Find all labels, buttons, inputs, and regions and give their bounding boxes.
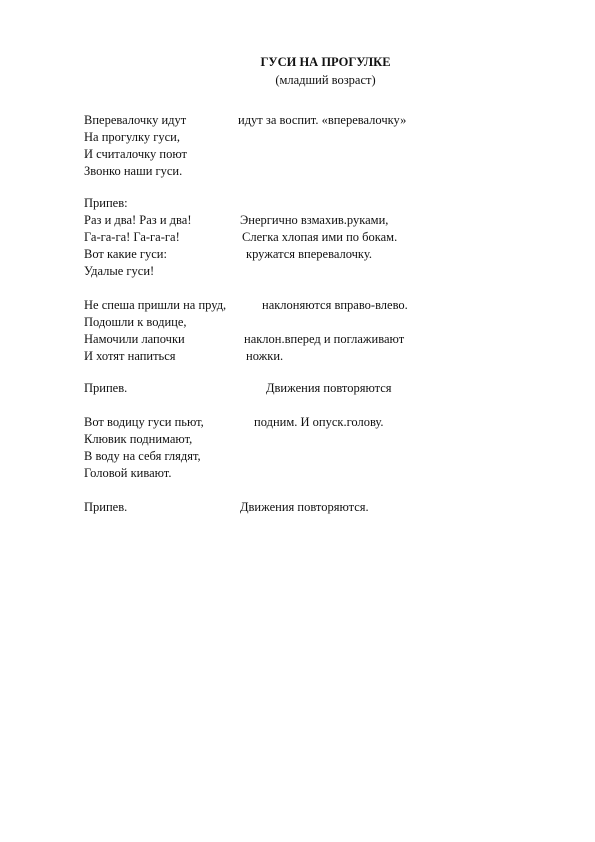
verse-line: Вперевалочку идут <box>84 113 187 127</box>
verse-line: На прогулку гуси, <box>84 130 180 144</box>
action-note: идут за воспит. «вперевалочку» <box>238 113 407 127</box>
document-subtitle: (младший возраст) <box>275 73 376 87</box>
action-note: кружатся вперевалочку. <box>246 247 372 261</box>
verse-line: Га-га-га! Га-га-га! <box>84 230 180 244</box>
verse-line: Клювик поднимают, <box>84 432 193 446</box>
verse-line: Раз и два! Раз и два! <box>84 213 192 227</box>
verse-line: Головой кивают. <box>84 466 172 480</box>
verse-line: И считалочку поют <box>84 147 187 161</box>
verse-line: Вот какие гуси: <box>84 247 167 261</box>
action-note: Движения повторяются <box>266 381 392 395</box>
refrain-label: Припев. <box>84 500 128 514</box>
verse-line: Звонко наши гуси. <box>84 164 183 178</box>
verse-line: Намочили лапочки <box>84 332 185 346</box>
refrain-label: Припев: <box>84 196 128 210</box>
action-note: Энергично взмахив.руками, <box>240 213 389 227</box>
verse-line: В воду на себя глядят, <box>84 449 201 463</box>
refrain-label: Припев. <box>84 381 128 395</box>
verse-line: Удалые гуси! <box>84 264 155 278</box>
action-note: наклон.вперед и поглаживают <box>244 332 405 346</box>
action-note: ножки. <box>246 349 284 363</box>
verse-line: Подошли к водице, <box>84 315 187 329</box>
verse-line: И хотят напиться <box>84 349 176 363</box>
document-title: ГУСИ НА ПРОГУЛКЕ <box>260 55 391 69</box>
action-note: наклоняются вправо-влево. <box>262 298 408 312</box>
action-note: Слегка хлопая ими по бокам. <box>242 230 398 244</box>
action-note: Движения повторяются. <box>240 500 369 514</box>
verse-line: Не спеша пришли на пруд, <box>84 298 227 312</box>
action-note: подним. И опуск.голову. <box>254 415 384 429</box>
verse-line: Вот водицу гуси пьют, <box>84 415 204 429</box>
